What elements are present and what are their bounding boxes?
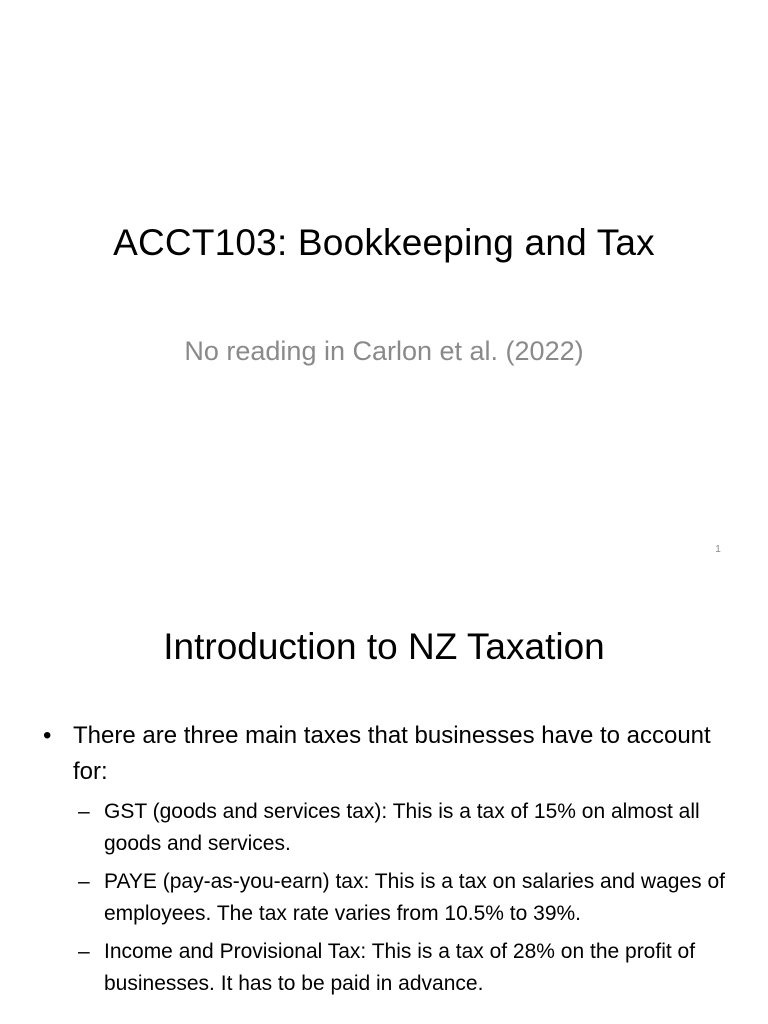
dash-marker: – <box>78 870 90 893</box>
sub-bullet-text: PAYE (pay-as-you-earn) tax: This is a tax on salaries and wages of employees. The tax rate varies from 10.5% to 39%. <box>104 870 725 925</box>
list-item <box>73 936 730 1000</box>
slide-number: 1 <box>715 544 721 555</box>
list-item <box>40 718 730 1000</box>
slide-subtitle: No reading in Carlon et al. (2022) <box>184 336 584 366</box>
sub-bullet-text: Income and Provisional Tax: This is a tax of 28% on the profit of businesses. It has to be paid in advance. <box>104 940 696 995</box>
dash-marker: – <box>78 940 90 963</box>
bullet-text: There are three main taxes that businesses have to account for: <box>73 722 711 785</box>
list-item <box>73 796 730 860</box>
dash-marker: – <box>78 800 90 823</box>
bullet-list <box>40 718 730 1006</box>
slide-2 <box>0 576 768 1024</box>
bullet-marker: • <box>43 722 52 749</box>
slide-title: ACCT103: Bookkeeping and Tax <box>113 222 655 263</box>
sub-bullet-list <box>73 796 730 1000</box>
sub-bullet-text: GST (goods and services tax): This is a tax of 15% on almost all goods and services. <box>104 800 700 855</box>
list-item <box>73 866 730 930</box>
slide-title: Introduction to NZ Taxation <box>163 626 605 667</box>
